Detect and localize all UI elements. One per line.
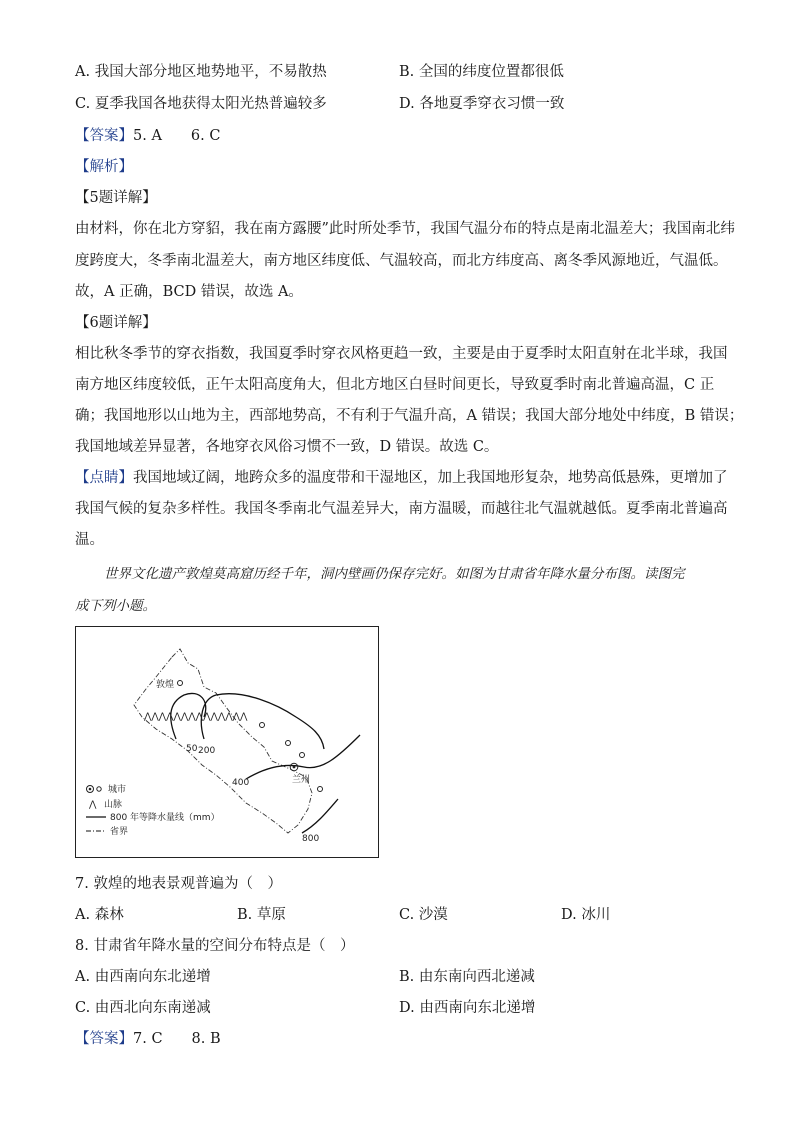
tip-label: 【点睛】: [75, 470, 133, 486]
q8-option-b: B. 由东南向西北递减: [399, 969, 535, 985]
label-dunhuang: 敦煌: [156, 680, 175, 690]
legend-mountain-icon: ⋀: [89, 800, 97, 810]
mountain-icon: ⋀⋀⋀⋀⋀⋀⋀⋀⋀⋀⋀⋀⋀⋀: [144, 712, 248, 722]
analysis-label: 【解析】: [75, 159, 133, 175]
q5-detail-label: 【5题详解】: [75, 190, 157, 206]
legend-isoline-label: 800 年等降水量线（mm）: [110, 813, 220, 823]
q5-detail-line: 由材料，你在北方穿貂，我在南方露腰”此时所处季节，我国气温分布的特点是南北温差大；我国南北纬: [75, 221, 735, 237]
answer-line-1: [75, 126, 220, 146]
intro-line-2: 成下列小题。: [75, 598, 156, 614]
q7-option-b: B. 草原: [237, 907, 286, 923]
answer-line-2: [75, 1029, 221, 1049]
q7-option-d: D. 冰川: [561, 907, 611, 923]
q4-option-a: A. 我国大部分地区地势地平，不易散热: [75, 64, 327, 80]
q6-detail-line: 相比秋冬季节的穿衣指数，我国夏季时穿衣风格更趋一致，主要是由于夏季时太阳直射在北半球，我国: [75, 346, 728, 362]
province-border: [134, 649, 312, 833]
tip-text: 我国地域辽阔，地跨众多的温度带和干湿地区，加上我国地形复杂，地势高低悬殊，更增加了: [133, 470, 728, 486]
q4-option-d: D. 各地夏季穿衣习惯一致: [399, 96, 565, 112]
q8-option-d: D. 由西南向东北递增: [399, 1000, 536, 1016]
legend-mountain-label: 山脉: [104, 800, 123, 810]
city-marker: [260, 723, 265, 728]
city-marker: [300, 753, 305, 758]
q5-detail-line: 故，A 正确，BCD 错误，故选 A。: [75, 284, 303, 300]
q8-option-a: A. 由西南向东北递增: [75, 969, 211, 985]
q5-detail-line: 度跨度大，冬季南北温差大，南方地区纬度低、气温较高，而北方纬度高、离冬季风源地近，气温低。: [75, 253, 728, 269]
q7-option-c: C. 沙漠: [399, 907, 448, 923]
q7-stem: 7. 敦煌的地表景观普遍为（ ）: [75, 876, 282, 892]
q6-detail-line: 确；我国地形以山地为主，西部地势高，不有利于气温升高，A 错误；我国大部分地处中纬度，B 错误；: [75, 408, 744, 424]
answer-text: 5. A 6. C: [133, 128, 221, 144]
q6-detail-label: 【6题详解】: [75, 315, 157, 331]
q8-stem: 8. 甘肃省年降水量的空间分布特点是（ ）: [75, 938, 355, 954]
legend-city-label: 城市: [108, 785, 127, 795]
answer-label: 【答案】: [75, 1031, 133, 1047]
q6-detail-line: 南方地区纬度较低，正午太阳高度角大，但北方地区白昼时间更长，导致夏季时南北普遍高温，C 正: [75, 377, 715, 393]
label-isoline-800: 800: [302, 834, 320, 844]
q6-detail-line: 我国地域差异显著，各地穿衣风俗习惯不一致，D 错误。故选 C。: [75, 439, 499, 455]
tip-line: 温。: [75, 532, 104, 548]
label-isoline-400: 400: [232, 778, 250, 788]
answer-label: 【答案】: [75, 128, 133, 144]
q8-option-c: C. 由西北向东南递减: [75, 1000, 211, 1016]
isoline-800: [302, 799, 338, 833]
city-marker-dunhuang: [178, 681, 183, 686]
answer-text: 7. C 8. B: [133, 1031, 221, 1047]
label-isoline-200: 200: [198, 746, 216, 756]
legend-border-label: 省界: [110, 827, 129, 837]
q4-option-c: C. 夏季我国各地获得太阳光热普遍较多: [75, 96, 327, 112]
tip-line: 我国气候的复杂多样性。我国冬季南北气温差异大，南方温暖，而越往北气温就越低。夏季南北普遍高: [75, 501, 728, 517]
intro-line-1: 世界文化遗产敦煌莫高窟历经千年，洞内壁画仍保存完好。如图为甘肃省年降水量分布图。读图完: [104, 566, 685, 582]
tip-line-1: [75, 468, 728, 488]
q4-option-b: B. 全国的纬度位置都很低: [399, 64, 564, 80]
q7-option-a: A. 森林: [75, 907, 124, 923]
label-lanzhou: 兰州: [292, 775, 311, 785]
city-marker: [286, 741, 291, 746]
gansu-precipitation-map: [75, 626, 379, 858]
city-marker: [318, 787, 323, 792]
label-isoline-50: 50: [186, 744, 198, 754]
map-drawing: [76, 627, 380, 859]
